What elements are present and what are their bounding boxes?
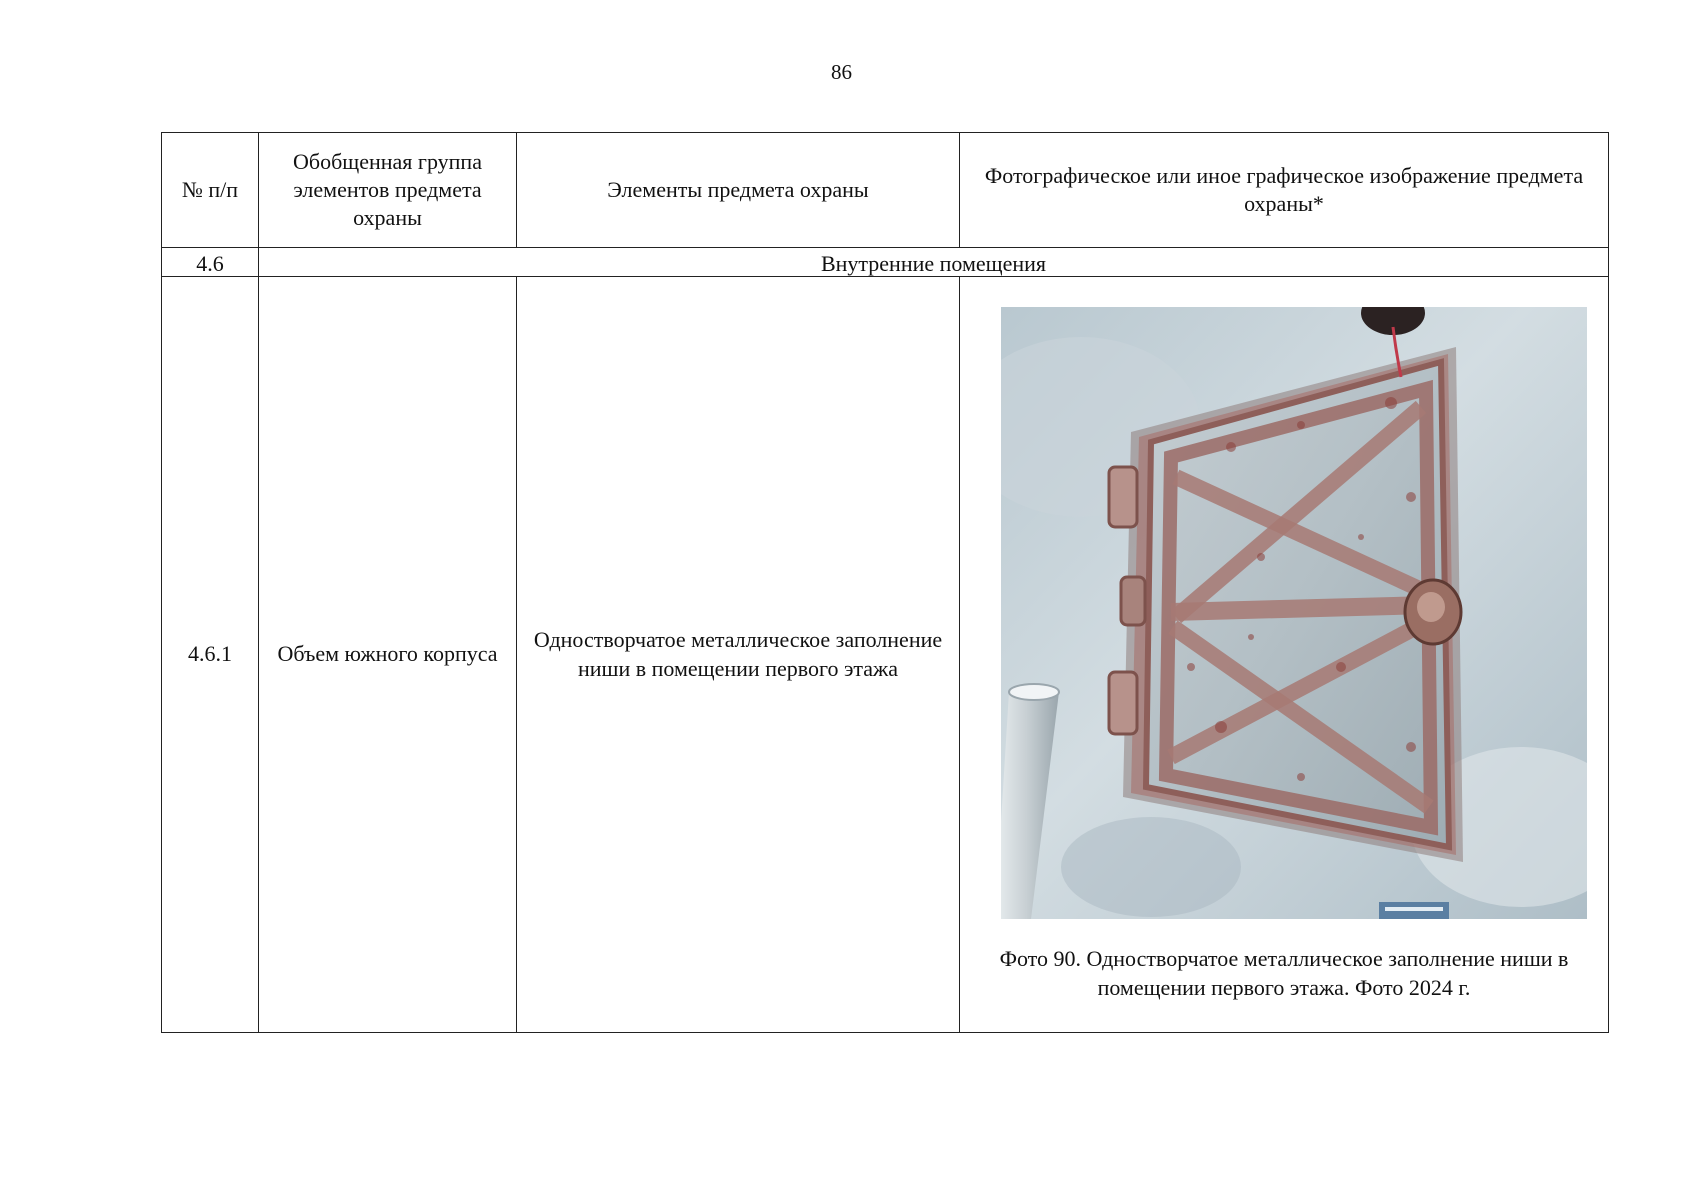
row-photo-cell [960, 277, 1609, 1033]
niche-door-photo [1001, 307, 1587, 919]
section-num: 4.6 [162, 248, 259, 277]
header-group: Обобщенная группа элементов предмета охраны [259, 133, 517, 248]
table-header-row [162, 133, 1609, 248]
table-row [162, 277, 1609, 1033]
page-number: 86 [831, 60, 852, 84]
protection-subject-table [161, 132, 1609, 1033]
section-title: Внутренние помещения [259, 248, 1609, 277]
row-num: 4.6.1 [162, 277, 259, 1033]
header-photo: Фотографическое или иное графическое изображение предмета охраны* [960, 133, 1609, 248]
photo-caption: Фото 90. Одностворчатое металлическое заполнение ниши в помещении первого этажа. Фото 2024 г. [999, 945, 1569, 1000]
section-row [162, 248, 1609, 277]
row-group: Объем южного корпуса [259, 277, 517, 1033]
header-num: № п/п [162, 133, 259, 248]
header-elements: Элементы предмета охраны [517, 133, 960, 248]
row-element: Одностворчатое металлическое заполнение ниши в помещении первого этажа [517, 277, 960, 1033]
